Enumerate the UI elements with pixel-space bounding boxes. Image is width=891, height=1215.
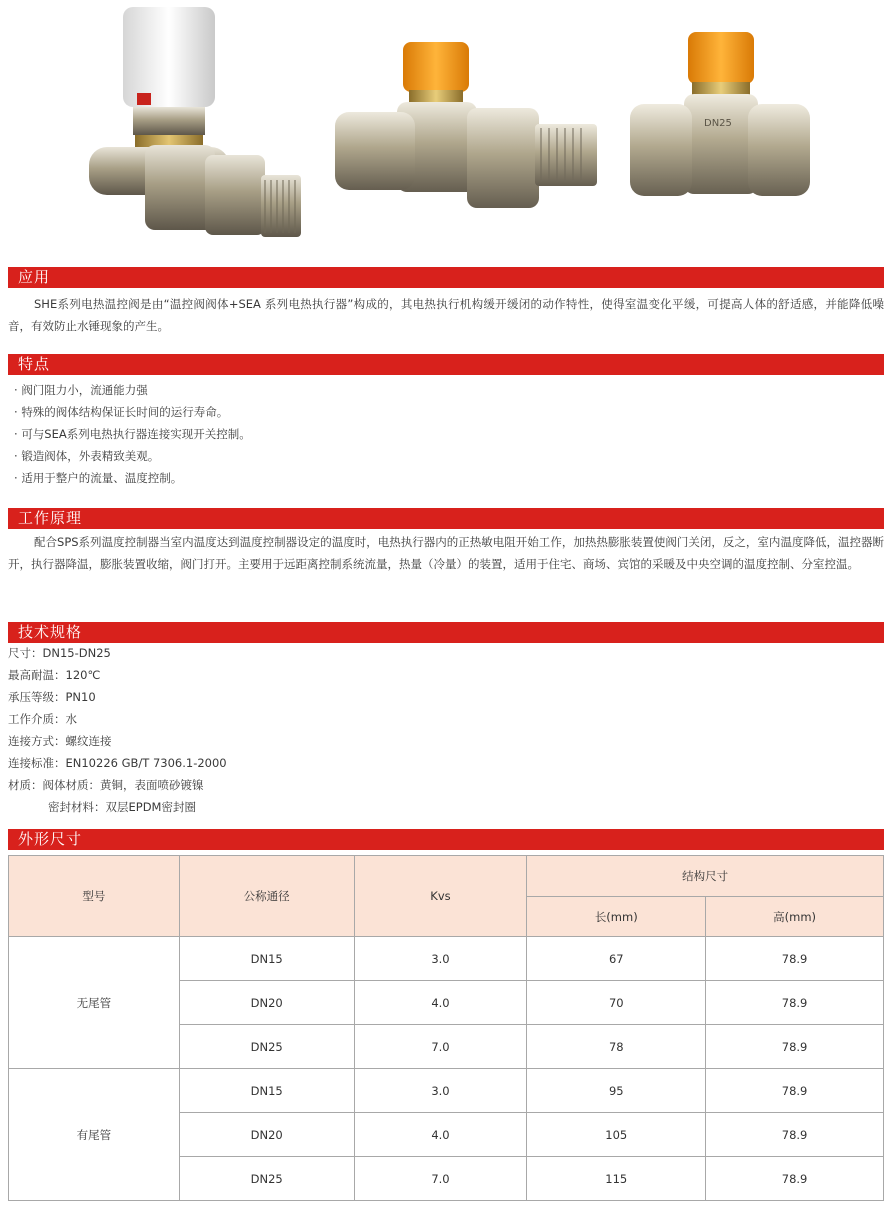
kvs-cell: 4.0 bbox=[354, 1113, 527, 1157]
section-header-specs: 技术规格 bbox=[8, 622, 884, 643]
dn-cell: DN20 bbox=[179, 981, 354, 1025]
kvs-cell: 3.0 bbox=[354, 1069, 527, 1113]
length-cell: 70 bbox=[527, 981, 706, 1025]
header-kvs: Kvs bbox=[354, 856, 527, 937]
kvs-cell: 7.0 bbox=[354, 1025, 527, 1069]
length-cell: 105 bbox=[527, 1113, 706, 1157]
feature-item: · 锻造阀体，外表精致美观。 bbox=[14, 445, 251, 467]
table-row bbox=[9, 937, 884, 981]
section-header-dimensions: 外形尺寸 bbox=[8, 829, 884, 850]
height-cell: 78.9 bbox=[706, 981, 884, 1025]
spec-row: 密封材料：双层EPDM密封圈 bbox=[48, 800, 196, 814]
model-cell: 有尾管 bbox=[9, 1069, 180, 1201]
section-header-application: 应用 bbox=[8, 267, 884, 288]
header-structure: 结构尺寸 bbox=[527, 856, 884, 897]
spec-row: 承压等级：PN10 bbox=[8, 690, 96, 704]
spec-row: 连接标准：EN10226 GB/T 7306.1-2000 bbox=[8, 756, 227, 770]
feature-item: · 适用于整户的流量、温度控制。 bbox=[14, 467, 251, 489]
product-photos bbox=[0, 0, 891, 262]
valve-without-tailpipe-image bbox=[630, 30, 810, 205]
header-nominal: 公称通径 bbox=[179, 856, 354, 937]
dn-cell: DN25 bbox=[179, 1025, 354, 1069]
valve-size-label: DN25 bbox=[704, 118, 732, 129]
model-cell: 无尾管 bbox=[9, 937, 180, 1069]
specs-list bbox=[8, 642, 227, 818]
dn-cell: DN25 bbox=[179, 1157, 354, 1201]
height-cell: 78.9 bbox=[706, 1025, 884, 1069]
height-cell: 78.9 bbox=[706, 1157, 884, 1201]
length-cell: 95 bbox=[527, 1069, 706, 1113]
feature-item: · 可与SEA系列电热执行器连接实现开关控制。 bbox=[14, 423, 251, 445]
kvs-cell: 4.0 bbox=[354, 981, 527, 1025]
application-text: SHE系列电热温控阀是由“温控阀阀体+SEA 系列电热执行器”构成的，其电热执行机构缓开缓闭的动作特性，使得室温变化平缓，可提高人体的舒适感，并能降低噪音，有效防止水锤现象的产生。 bbox=[8, 297, 884, 333]
principle-text: 配合SPS系列温度控制器当室内温度达到温度控制器设定的温度时，电热执行器内的正热敏电阻开始工作，加热热膨胀装置使阀门关闭，反之，室内温度降低，温控器断开，执行器降温，膨胀装置收缩，阀门打开。主要用于远距离控制系统流量，热量（冷量）的装置，适用于住宅、商场、宾馆的采暖及中央空调的温度控制、分室控温。 bbox=[8, 535, 884, 571]
height-cell: 78.9 bbox=[706, 937, 884, 981]
table-row bbox=[9, 1069, 884, 1113]
spec-row: 材质：阀体材质：黄铜，表面喷砂镀镍 bbox=[8, 778, 204, 792]
length-cell: 115 bbox=[527, 1157, 706, 1201]
valve-with-actuator-image bbox=[85, 5, 305, 250]
header-height: 高(mm) bbox=[706, 897, 884, 937]
section-header-principle: 工作原理 bbox=[8, 508, 884, 529]
dn-cell: DN15 bbox=[179, 1069, 354, 1113]
features-list bbox=[14, 379, 251, 489]
spec-row: 连接方式：螺纹连接 bbox=[8, 734, 112, 748]
length-cell: 67 bbox=[527, 937, 706, 981]
length-cell: 78 bbox=[527, 1025, 706, 1069]
header-length: 长(mm) bbox=[527, 897, 706, 937]
dimensions-table bbox=[8, 855, 884, 1201]
section-header-features: 特点 bbox=[8, 354, 884, 375]
feature-item: · 特殊的阀体结构保证长时间的运行寿命。 bbox=[14, 401, 251, 423]
dn-cell: DN20 bbox=[179, 1113, 354, 1157]
header-model: 型号 bbox=[9, 856, 180, 937]
spec-row: 工作介质：水 bbox=[8, 712, 77, 726]
height-cell: 78.9 bbox=[706, 1069, 884, 1113]
feature-item: · 阀门阻力小，流通能力强 bbox=[14, 379, 251, 401]
kvs-cell: 7.0 bbox=[354, 1157, 527, 1201]
spec-row: 最高耐温：120℃ bbox=[8, 668, 101, 682]
spec-row: 尺寸：DN15-DN25 bbox=[8, 646, 111, 660]
dn-cell: DN15 bbox=[179, 937, 354, 981]
kvs-cell: 3.0 bbox=[354, 937, 527, 981]
valve-with-tailpipe-image bbox=[335, 38, 600, 218]
height-cell: 78.9 bbox=[706, 1113, 884, 1157]
